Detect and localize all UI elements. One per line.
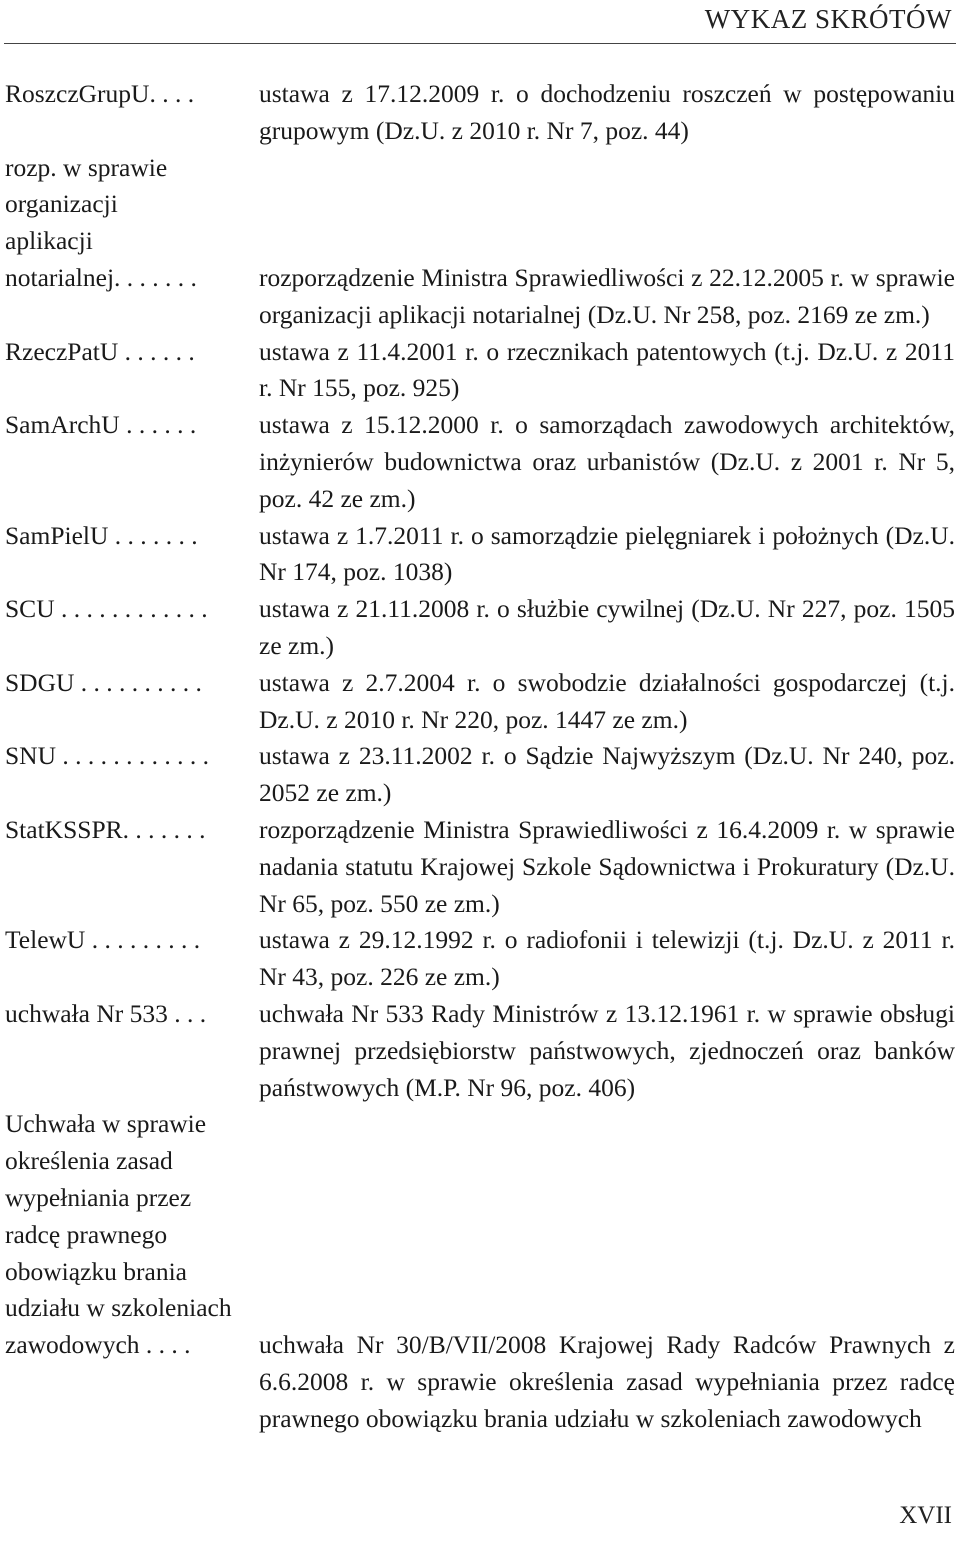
abbreviation-term: SamArchU . . . . . . xyxy=(5,410,197,440)
abbreviation-definition: ustawa z 1.7.2011 r. o samorządzie pielęgniarek i położnych (Dz.U. Nr 174, poz. 1038) xyxy=(259,520,955,587)
abbreviation-list xyxy=(5,76,955,1438)
abbreviation-term: RzeczPatU . . . . . . xyxy=(5,336,195,366)
abbreviation-entry xyxy=(5,591,955,665)
abbreviation-entry xyxy=(5,76,955,150)
abbreviation-entry xyxy=(5,518,955,592)
abbreviation-term: SDGU . . . . . . . . . . xyxy=(5,667,202,697)
abbreviation-definition: ustawa z 17.12.2009 r. o dochodzeniu roszczeń w postępowaniu grupowym (Dz.U. z 2010 r. Nr 7, poz. 44) xyxy=(259,79,955,145)
abbreviation-definition: uchwała Nr 533 Rady Ministrów z 13.12.1961 r. w sprawie obsługi prawnej przedsiębiorstw państwowych, zjednoczeń oraz banków państwowych (M.P. Nr 96, poz. 406) xyxy=(259,998,955,1102)
abbreviation-definition: ustawa z 11.4.2001 r. o rzecznikach patentowych (t.j. Dz.U. z 2011 r. Nr 155, poz. 925) xyxy=(259,336,955,403)
abbreviation-definition: ustawa z 29.12.1992 r. o radiofonii i telewizji (t.j. Dz.U. z 2011 r. Nr 43, poz. 226 ze zm.) xyxy=(259,925,955,992)
header-rule xyxy=(4,43,956,44)
abbreviation-term: rozp. w sprawie organizacji aplikacji notarialnej. . . . . . . xyxy=(5,152,197,292)
abbreviation-entry xyxy=(5,665,955,739)
running-header: WYKAZ SKRÓTÓW xyxy=(704,4,952,34)
abbreviation-term: RoszczGrupU. . . . xyxy=(5,79,195,108)
abbreviation-definition: rozporządzenie Ministra Sprawiedliwości z 16.4.2009 r. w sprawie nadania statutu Krajowej Szkole Sądownictwa i Prokuratury (Dz.U. Nr 65, poz. 550 ze zm.) xyxy=(259,814,955,918)
abbreviation-term: Uchwała w sprawie określenia zasad wypełniania przez radcę prawnego obowiązku brania udziału w szkoleniach zawodowych . . . . xyxy=(5,1109,232,1360)
abbreviation-entry xyxy=(5,738,955,812)
abbreviation-term: StatKSSPR. . . . . . . xyxy=(5,814,206,844)
abbreviation-definition: ustawa z 21.11.2008 r. o służbie cywilnej (Dz.U. Nr 227, poz. 1505 ze zm.) xyxy=(259,594,955,660)
abbreviation-entry xyxy=(5,1106,955,1437)
abbreviation-entry xyxy=(5,996,955,1106)
abbreviation-definition: uchwała Nr 30/B/VII/2008 Krajowej Rady Radców Prawnych z 6.6.2008 r. w sprawie określenia zasad wypełniania przez radcę prawnego obowiązku brania udziału w szkoleniach zawodowych xyxy=(259,1330,955,1433)
abbreviation-definition: ustawa z 2.7.2004 r. o swobodzie działalności gospodarczej (t.j. Dz.U. z 2010 r. Nr 220, poz. 1447 ze zm.) xyxy=(259,667,955,734)
abbreviation-term: SCU . . . . . . . . . . . . xyxy=(5,594,208,624)
abbreviation-entry xyxy=(5,922,955,996)
abbreviation-definition: ustawa z 23.11.2002 r. o Sądzie Najwyższym (Dz.U. Nr 240, poz. 2052 ze zm.) xyxy=(259,741,955,808)
page-number: XVII xyxy=(899,1502,952,1529)
abbreviation-term: SamPielU . . . . . . . xyxy=(5,520,198,550)
abbreviation-entry xyxy=(5,334,955,408)
abbreviation-definition: rozporządzenie Ministra Sprawiedliwości z 22.12.2005 r. w sprawie organizacji aplikacji notarialnej (Dz.U. Nr 258, poz. 2169 ze zm.) xyxy=(259,262,955,329)
abbreviation-definition: ustawa z 15.12.2000 r. o samorządach zawodowych architektów, inżynierów budownictwa oraz urbanistów (Dz.U. z 2001 r. Nr 5, poz. 42 ze zm.) xyxy=(259,410,955,513)
abbreviation-term: uchwała Nr 533 . . . xyxy=(5,998,207,1028)
abbreviation-term: SNU . . . . . . . . . . . . xyxy=(5,741,210,771)
abbreviation-entry xyxy=(5,407,955,517)
abbreviation-entry xyxy=(5,812,955,922)
abbreviation-entry xyxy=(5,150,955,334)
abbreviation-term: TelewU . . . . . . . . . xyxy=(5,925,201,955)
